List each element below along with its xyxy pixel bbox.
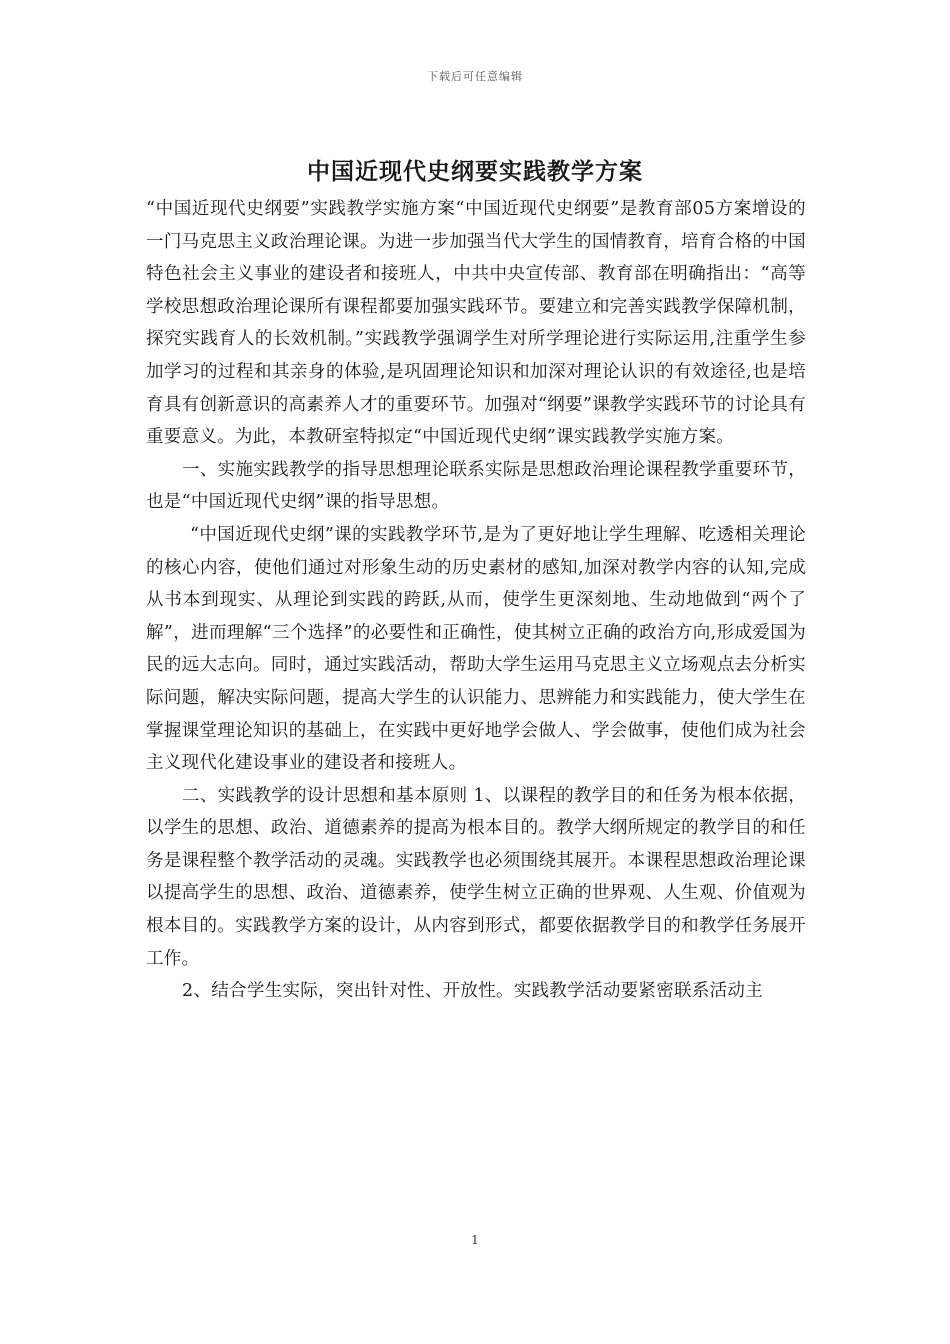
paragraph-section-2-item-2: 2、结合学生实际，突出针对性、开放性。实践教学活动要紧密联系活动主 xyxy=(182,981,764,1002)
paragraph-section-1-detail: “中国近现代史纲”课的实践教学环节,是为了更好地让学生理解、吃透相关理论的核心内容，使他们通过对形象生动的历史素材的感知,加深对教学内容的认知,完成从书本到现实、从理论到实践的跨跃,从而，使学生更深刻地、生动地做到“两个了解”，进而理解“三个选择”的必要性和正确性，使其树立正确的政治方向,形成爱国为民的远大志向。同时，通过实践活动，帮助大学生运用马克思主义立场观点去分析实际问题，解决实际问题，提高大学生的认识能力、思辨能力和实践能力，使大学生在掌握课堂理论知识的基础上，在实践中更好地学会做人、学会做事，使他们成为社会主义现代化建设事业的建设者和接班人。 xyxy=(146,524,806,774)
document-title: 中国近现代史纲要实践教学方案 xyxy=(307,159,643,185)
paragraph-section-2: 二、实践教学的设计思想和基本原则 1、以课程的教学目的和任务为根本依据，以学生的思想、政治、道德素养的提高为根本目的。教学大纲所规定的教学目的和任务是课程整个教学活动的灵魂。实践教学也必须围绕其展开。本课程思想政治理论课以提高学生的思想、政治、道德素养，使学生树立正确的世界观、人生观、价值观为根本目的。实践教学方案的设计，从内容到形式，都要依据教学目的和教学任务展开工作。 xyxy=(146,785,806,969)
paragraph-section-1: 一、实施实践教学的指导思想理论联系实际是思想政治理论课程教学重要环节，也是“中国近现代史纲”课的指导思想。 xyxy=(146,459,806,513)
page-number: 1 xyxy=(471,1233,479,1247)
header-note: 下载后可任意编辑 xyxy=(427,70,523,83)
paragraph-intro: “中国近现代史纲要”实践教学实施方案“中国近现代史纲要”是教育部05方案增设的一门马克思主义政治理论课。为进一步加强当代大学生的国情教育，培育合格的中国特色社会主义事业的建设者和接班人，中共中央宣传部、教育部在明确指出：“高等学校思想政治理论课所有课程都要加强实践环节。要建立和完善实践教学保障机制，探究实践育人的长效机制。”实践教学强调学生对所学理论进行实际运用,注重学生参加学习的过程和其亲身的体验,是巩固理论知识和加深对理论认识的有效途径,也是培育具有创新意识的高素养人才的重要环节。加强对“纲要”课教学实践环节的讨论具有重要意义。为此，本教研室特拟定“中国近现代史纲”课实践教学实施方案。 xyxy=(146,199,806,448)
document-body xyxy=(146,193,806,1008)
